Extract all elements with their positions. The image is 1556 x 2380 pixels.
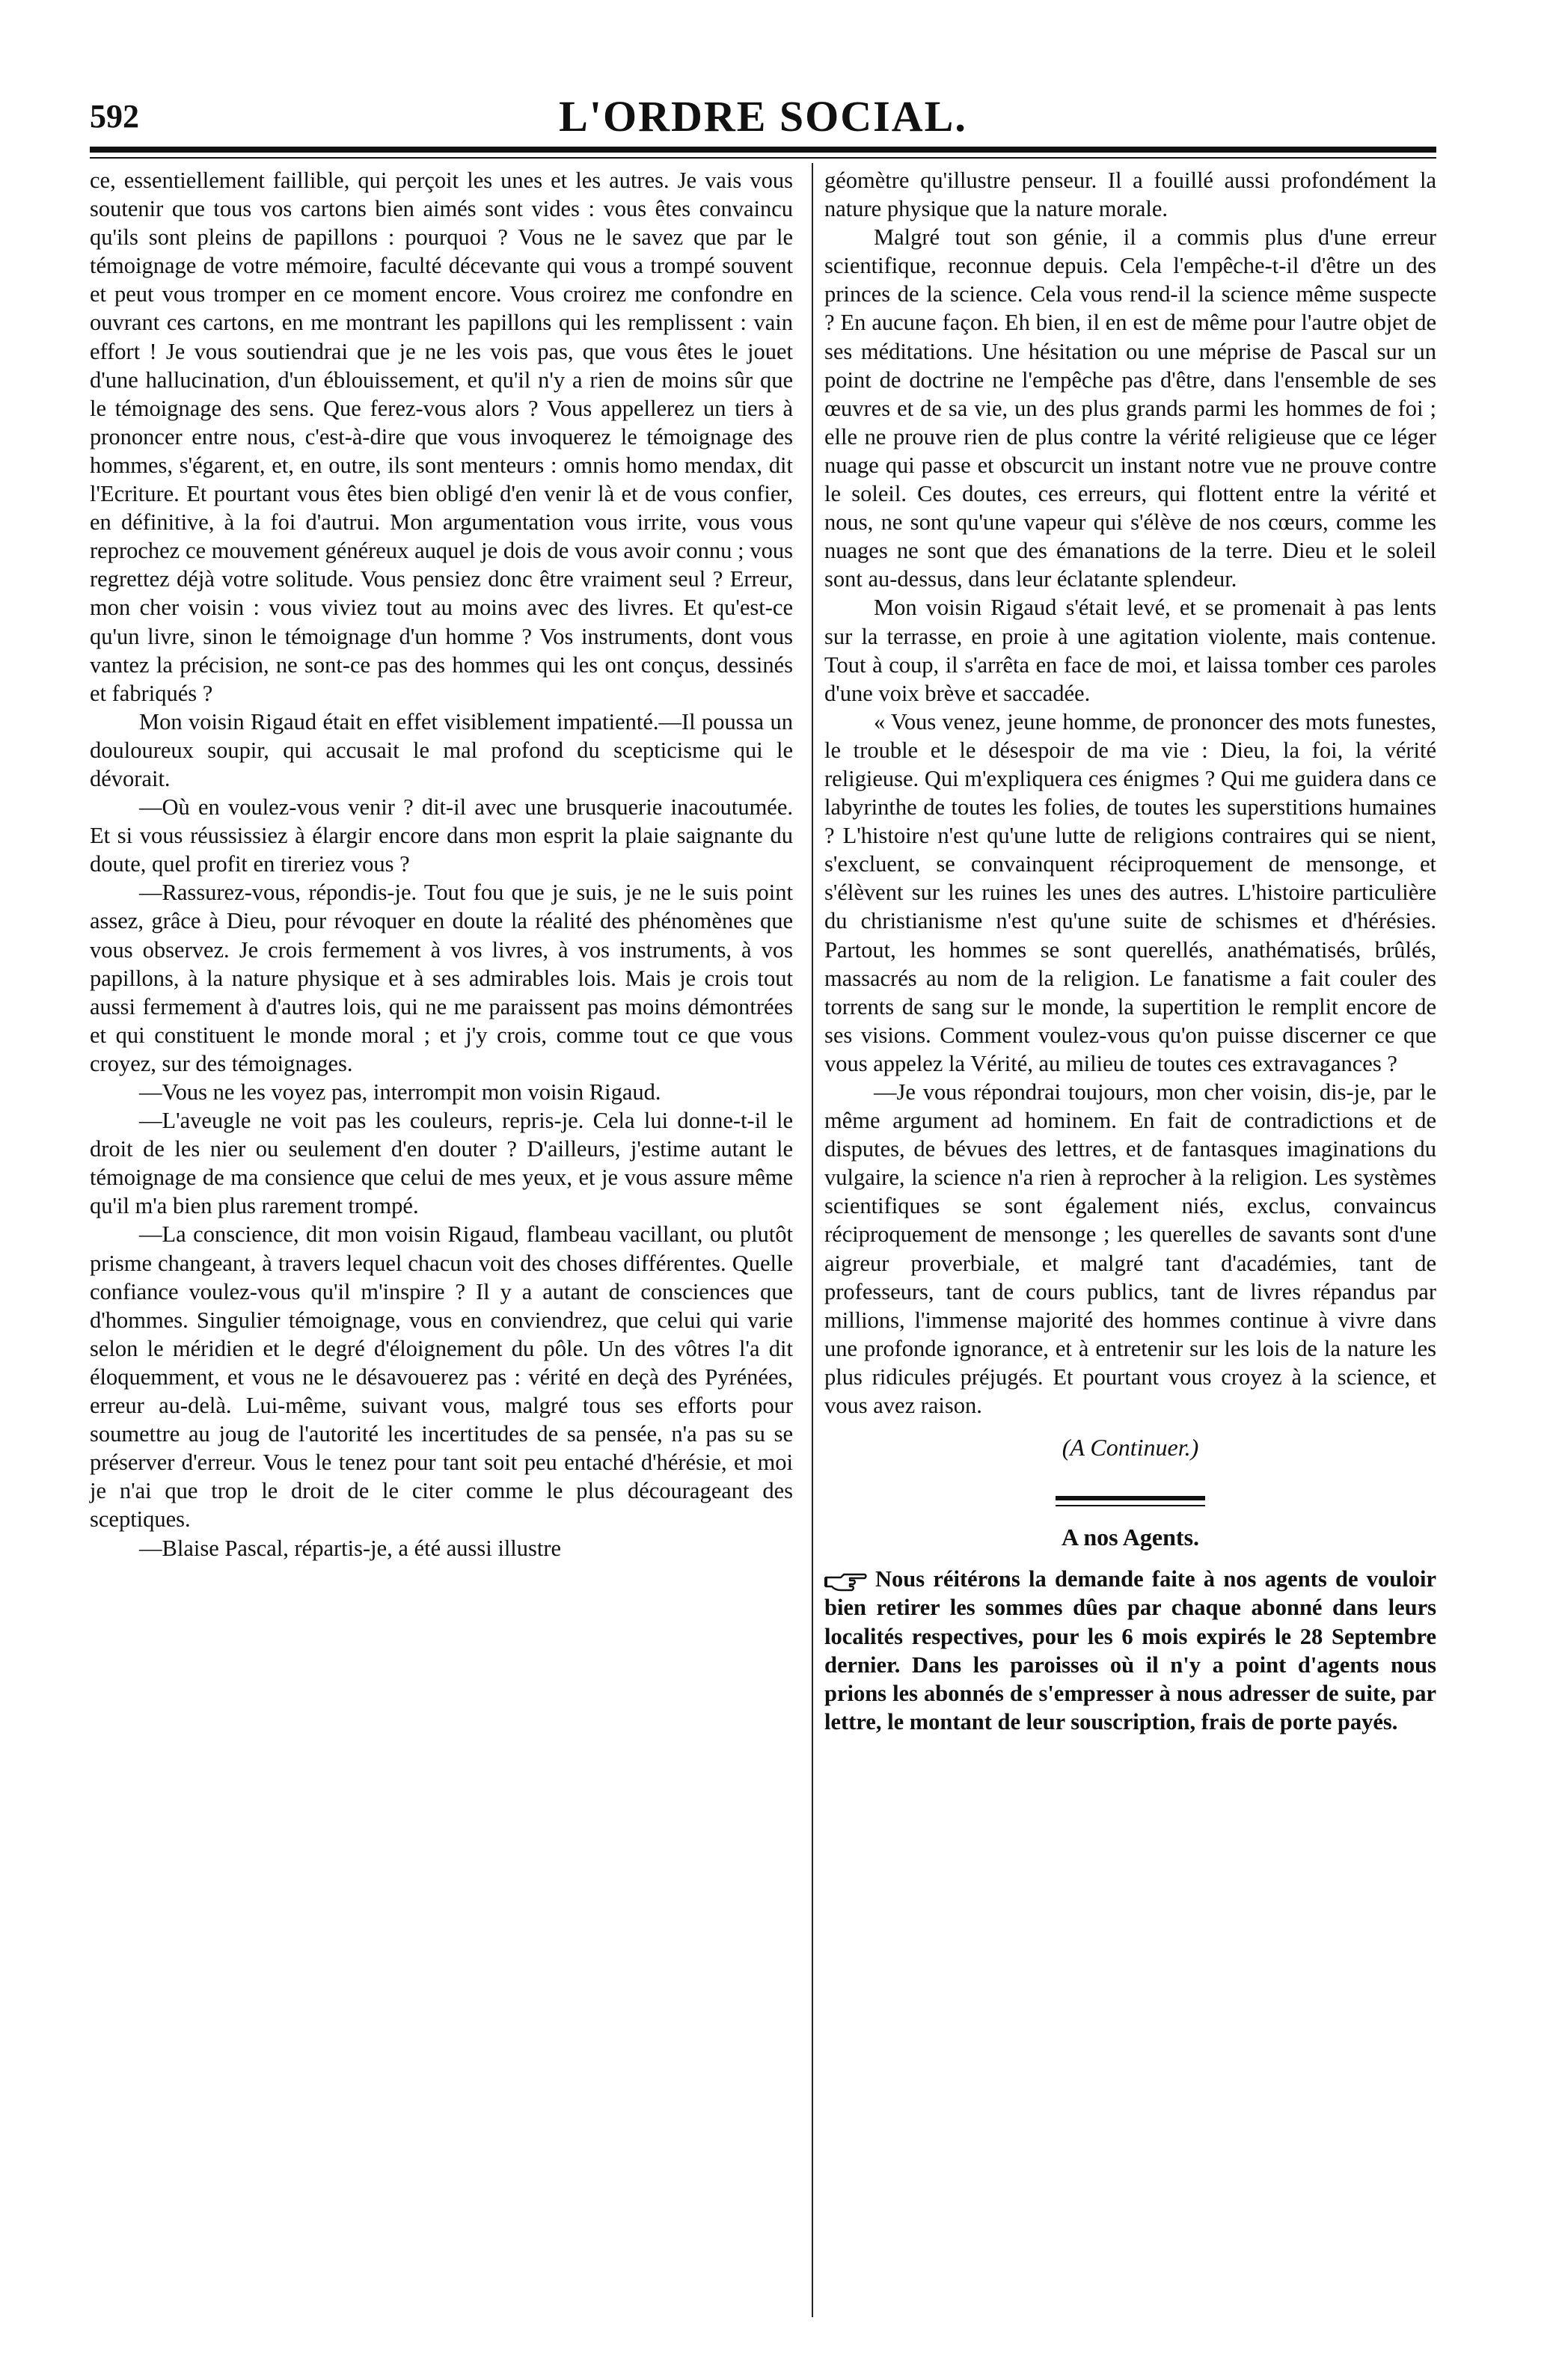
column-divider xyxy=(812,163,813,2317)
article-paragraph: —Où en voulez-vous venir ? dit-il avec une brusquerie inacoutumée. Et si vous réussissiez à élargir encore dans mon esprit la plaie saignante du doute, quel profit en tireriez vous ? xyxy=(90,794,793,877)
right-column xyxy=(824,166,1436,1736)
article-paragraph: —Vous ne les voyez pas, interrompit mon voisin Rigaud. xyxy=(139,1079,661,1105)
section-rule-thick xyxy=(1056,1496,1205,1500)
journal-title: L'ORDRE SOCIAL. xyxy=(559,92,967,141)
agents-notice-text: Nous réitérons la demande faite à nos agents de vouloir bien retirer les sommes dûes par chaque abonné dans leurs localités respectives, pour les 6 mois expirés le 28 Septembre dernier. Dans les paroisses où il n'y a point d'agents nous prions les abonnés de s'empresser à nous adresser de suite, par lettre, le montant de leur souscription, frais de porte payés. xyxy=(824,1566,1436,1735)
page-header xyxy=(90,88,1436,148)
article-paragraph: Mon voisin Rigaud était en effet visiblement impatienté.—Il poussa un douloureux soupir, qui accusait le mal profond du scepticisme qui le dévorait. xyxy=(90,708,793,791)
section-rule-thin xyxy=(1056,1505,1205,1506)
article-paragraph: —L'aveugle ne voit pas les couleurs, repris-je. Cela lui donne-t-il le droit de les nier ou seulement d'en douter ? D'ailleurs, j'estime autant le témoignage de ma consience que celui de mes yeux, et je vous assure même qu'il m'a bien plus rarement trompé. xyxy=(90,1108,793,1219)
article-paragraph: géomètre qu'illustre penseur. Il a fouillé aussi profondément la nature physique que la nature morale. xyxy=(824,168,1436,222)
article-paragraph: —Blaise Pascal, répartis-je, a été aussi illustre xyxy=(139,1535,562,1561)
header-rule-thin xyxy=(90,157,1436,159)
article-paragraph: Mon voisin Rigaud s'était levé, et se promenait à pas lents sur la terrasse, en proie à une agitation violente, mais contenue. Tout à coup, il s'arrêta en face de moi, et laissa tomber ces paroles d'une voix brève et saccadée. xyxy=(824,595,1436,706)
article-paragraph: —La conscience, dit mon voisin Rigaud, flambeau vacillant, ou plutôt prisme changeant, à travers lequel chacun voit des choses différentes. Quelle confiance voulez-vous qu'il m'inspire ? Il y a autant de consciences que d'hommes. Singulier témoignage, vous en conviendrez, que celui qui varie selon le méridien et le degré d'éloignement du pôle. Un des vôtres l'a dit éloquemment, et vous ne le désavouerez pas : vérité en deçà des Pyrénées, erreur au-delà. Lui-même, suivant vous, malgré tous ses efforts pour soumettre au joug de l'autorité les incertitudes de sa pensée, n'a pas su se préserver d'erreur. Vous le tenez pour tant soit peu entaché d'hérésie, et moi je n'ai que trop le droit de le citer comme le plus décourageant des sceptiques. xyxy=(90,1221,793,1533)
article-paragraph: —Je vous répondrai toujours, mon cher voisin, dis-je, par le même argument ad hominem. En fait de contradictions et de disputes, de bévues des lettres, et de fantasques imaginations du vulgaire, la science n'a rien à reprocher à la religion. Les systèmes scientifiques se sont également niés, exclus, convaincus réciproquement de mensonge ; les querelles de savants sont d'une aigreur proverbiale, et malgré tant d'académies, tant de professeurs, tant de cours publics, tant de livres répandus par millions, l'immense majorité des hommes continue à vivre dans une profonde ignorance, et à entretenir sur les lois de la nature les plus ridicules préjugés. Et pourtant vous croyez à la science, et vous avez raison. xyxy=(824,1079,1436,1419)
article-paragraph: ce, essentiellement faillible, qui perçoit les unes et les autres. Je vais vous soutenir que tous vos cartons bien aimés sont vides : vous êtes convaincu qu'ils sont pleins de papillons : pourquoi ? Vous ne le savez que par le témoignage de votre mémoire, faculté décevante qui vous a trompé souvent et peut vous tromper en ce moment encore. Vous croirez me confondre en ouvrant ces cartons, en me montrant les papillons qui les remplissent : vain effort ! Je vous soutiendrai que je ne les vois pas, que vous êtes le jouet d'une hallucination, d'un éblouissement, et qu'il n'y a rien de moins sûr que le témoignage des sens. Que ferez-vous alors ? Vous appellerez un tiers à prononcer entre nous, c'est-à-dire que vous invoquerez le témoignage des hommes, s'égarent, et, en outre, ils sont menteurs : omnis homo mendax, dit l'Ecriture. Et pourtant vous êtes bien obligé d'en venir là et de vous confier, en définitive, à la foi d'autrui. Mon argumentation vous irrite, vous vous reprochez ce mouvement généreux auquel je dois de vous avoir connu ; vous regrettez déjà votre solitude. Vous pensiez donc être vraiment seul ? Erreur, mon cher voisin : vous viviez tout au moins avec des livres. Et qu'est-ce qu'un livre, sinon le témoignage d'un homme ? Vos instruments, dont vous vantez la précision, ne sont-ce pas des hommes qui les ont conçus, dessinés et fabriqués ? xyxy=(90,168,793,706)
header-rule-thick xyxy=(90,147,1436,153)
agents-notice xyxy=(824,1565,1436,1736)
pointing-hand-icon xyxy=(824,1570,868,1592)
page-number: 592 xyxy=(90,98,139,135)
article-paragraph: « Vous venez, jeune homme, de prononcer des mots funestes, le trouble et le désespoir de ma vie : Dieu, la foi, la vérité religieuse. Qui m'expliquera ces énigmes ? Qui me guidera dans ce labyrinthe de toutes les folies, de toutes les superstitions humaines ? L'histoire n'est qu'une lutte de religions contraires qui se nient, s'excluent, se convainquent réciproquement de mensonge, et s'élèvent sur les ruines les unes des autres. L'histoire particulière du christianisme n'est qu'une suite de schismes et d'hérésies. Partout, les hommes se sont querellés, anathématisés, brûlés, massacrés au nom de la religion. Le fanatisme a fait couler des torrents de sang sur le monde, la supertition le remplit encore de ses visions. Comment voulez-vous qu'on puisse discerner ce que vous appelez la Vérité, au milieu de toutes ces extravagances ? xyxy=(824,708,1436,1076)
left-column xyxy=(90,166,793,1562)
to-be-continued: (A Continuer.) xyxy=(1062,1434,1199,1462)
article-paragraph: —Rassurez-vous, répondis-je. Tout fou que je suis, je ne le suis point assez, grâce à Dieu, pour révoquer en doute la réalité des phénomènes que vous observez. Je crois fermement à vos livres, à vos instruments, à vos papillons, à la nature physique et à ses admirables lois. Mais je crois tout aussi fermement à d'autres lois, qui ne me paraissent pas moins démontrées et qui constituent le monde moral ; et j'y crois, comme tout ce que vous croyez, sur des témoignages. xyxy=(90,880,793,1076)
article-paragraph: Malgré tout son génie, il a commis plus d'une erreur scientifique, reconnue depuis. Cela l'empêche-t-il d'être un des princes de la science. Cela vous rend-il la science même suspecte ? En aucune façon. Eh bien, il en est de même pour l'autre objet de ses méditations. Une hésitation ou une méprise de Pascal sur un point de doctrine ne l'empêche pas d'être, dans l'ensemble de ses œuvres et de sa vie, un des plus grands parmi les hommes de foi ; elle ne prouve rien de plus contre la vérité religieuse que ce léger nuage qui passe et obscurcit un instant notre vue ne prouve contre le soleil. Ces doutes, ces erreurs, qui flottent entre la vérité et nous, ne sont qu'une vapeur qui s'élève de nos cœurs, comme les nuages ne sont que des émanations de la terre. Dieu et le soleil sont au-dessus, dans leur éclatante splendeur. xyxy=(824,224,1436,592)
section-heading: A nos Agents. xyxy=(1061,1524,1200,1551)
